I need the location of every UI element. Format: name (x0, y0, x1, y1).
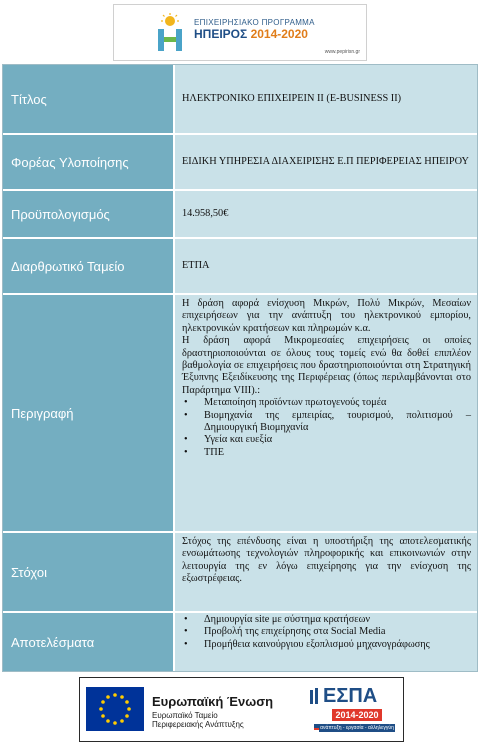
program-url: www.pepirisn.gr (324, 49, 360, 55)
row-title (3, 65, 477, 135)
row-budget (3, 191, 477, 239)
list-item: • ΤΠΕ (204, 447, 471, 459)
value-budget: 14.958,50€ (182, 207, 229, 219)
label-description: Περιγραφή (3, 295, 175, 531)
description-paragraph-1: Η δράση αφορά ενίσχυση Μικρών, Πολύ Μικρών, Μεσαίων επιχειρήσεων για την ανάπτυξη του ηλεκτρονικού εμπορίου, ηλεκτρονικών κρατήσεων και πληρωμών κ.α. (182, 298, 471, 334)
value-goals (177, 533, 477, 611)
row-goals (3, 533, 477, 613)
list-item: • Προμήθεια καινούργιου εξοπλισμού μηχανογράφωσης (204, 639, 471, 651)
value-agency: ΕΙΔΙΚΗ ΥΠΗΡΕΣΙΑ ΔΙΑΧΕΙΡΙΣΗΣ Ε.Π ΠΕΡΙΦΕΡΕΙΑΣ ΗΠΕΙΡΟΥ (182, 155, 469, 167)
row-description (3, 295, 477, 533)
program-years: 2014-2020 (250, 27, 308, 41)
results-list (182, 614, 471, 651)
espa-tagline: ανάπτυξη - εργασία - αλληλεγγύη (320, 725, 394, 731)
value-fund: ΕΤΠΑ (182, 259, 210, 271)
label-fund: Διαρθρωτικό Ταμείο (3, 239, 175, 293)
program-banner (113, 4, 367, 61)
value-description (177, 295, 477, 531)
label-results: Αποτελέσματα (3, 613, 175, 671)
label-title: Τίτλος (3, 65, 175, 133)
funding-logos (79, 677, 404, 742)
program-title-line1: ΕΠΙΧΕΙΡΗΣΙΑΚΟ ΠΡΟΓΡΑΜΜΑ (194, 18, 315, 27)
epirus-logo-icon (154, 13, 186, 55)
row-fund (3, 239, 477, 295)
value-results (177, 613, 477, 671)
program-name (194, 27, 308, 41)
eu-fund-line2: Περιφερειακής Ανάπτυξης (152, 720, 244, 729)
row-agency (3, 135, 477, 191)
label-agency: Φορέας Υλοποίησης (3, 135, 175, 189)
eu-fund-line1: Ευρωπαϊκό Ταμείο (152, 711, 218, 720)
goals-text: Στόχος της επένδυσης είναι η υποστήριξη της αποτελεσματικής ενσωμάτωσης τεχνολογιών πληροφορικής και επικοινωνιών στην λειτουργία της εν λόγω επιχείρησης για την ενίσχυση της εξωστρέφειας. (182, 536, 471, 585)
row-results (3, 613, 477, 671)
value-title: ΗΛΕΚΤΡΟΝΙΚΟ ΕΠΙΧΕΙΡΕΙΝ ΙΙ (E-BUSINESS II) (182, 92, 402, 104)
eu-flag-icon (86, 687, 144, 731)
list-item: • Βιομηχανία της εμπειρίας, τουρισμού, πολιτισμού – Δημιουργική Βιομηχανία (204, 410, 471, 435)
project-info-table (2, 64, 478, 672)
espa-word: ΕΣΠΑ (323, 685, 378, 707)
program-region: ΗΠΕΙΡΟΣ (194, 27, 248, 41)
description-paragraph-2: Η δράση αφορά Μικρομεσαίες επιχειρήσεις οι οποίες δραστηριοποιούνται σε όλους τους τομείς ενώ θα δοθεί επιπλέον βαθμολογία σε επιχειρήσεις που δραστηριοποιούνται στη Στρατηγική Έξυπνης Εξειδίκευσης της Περιφέρειας (όπως περιλαμβάνονται στο Παράρτημα VIII).: (182, 335, 471, 396)
sector-list (182, 397, 471, 459)
list-item: • Προβολή της επιχείρησης στα Social Media (204, 626, 471, 638)
eu-name: Ευρωπαϊκή Ένωση (152, 694, 274, 709)
espa-years: 2014-2020 (332, 709, 382, 721)
list-item: • Μεταποίηση προϊόντων πρωτογενούς τομέα (204, 397, 471, 409)
list-item: • Υγεία και ευεξία (204, 434, 471, 446)
list-item: • Δημιουργία site με σύστημα κρατήσεων (204, 614, 471, 626)
label-goals: Στόχοι (3, 533, 175, 611)
label-budget: Προϋπολογισμός (3, 191, 175, 237)
